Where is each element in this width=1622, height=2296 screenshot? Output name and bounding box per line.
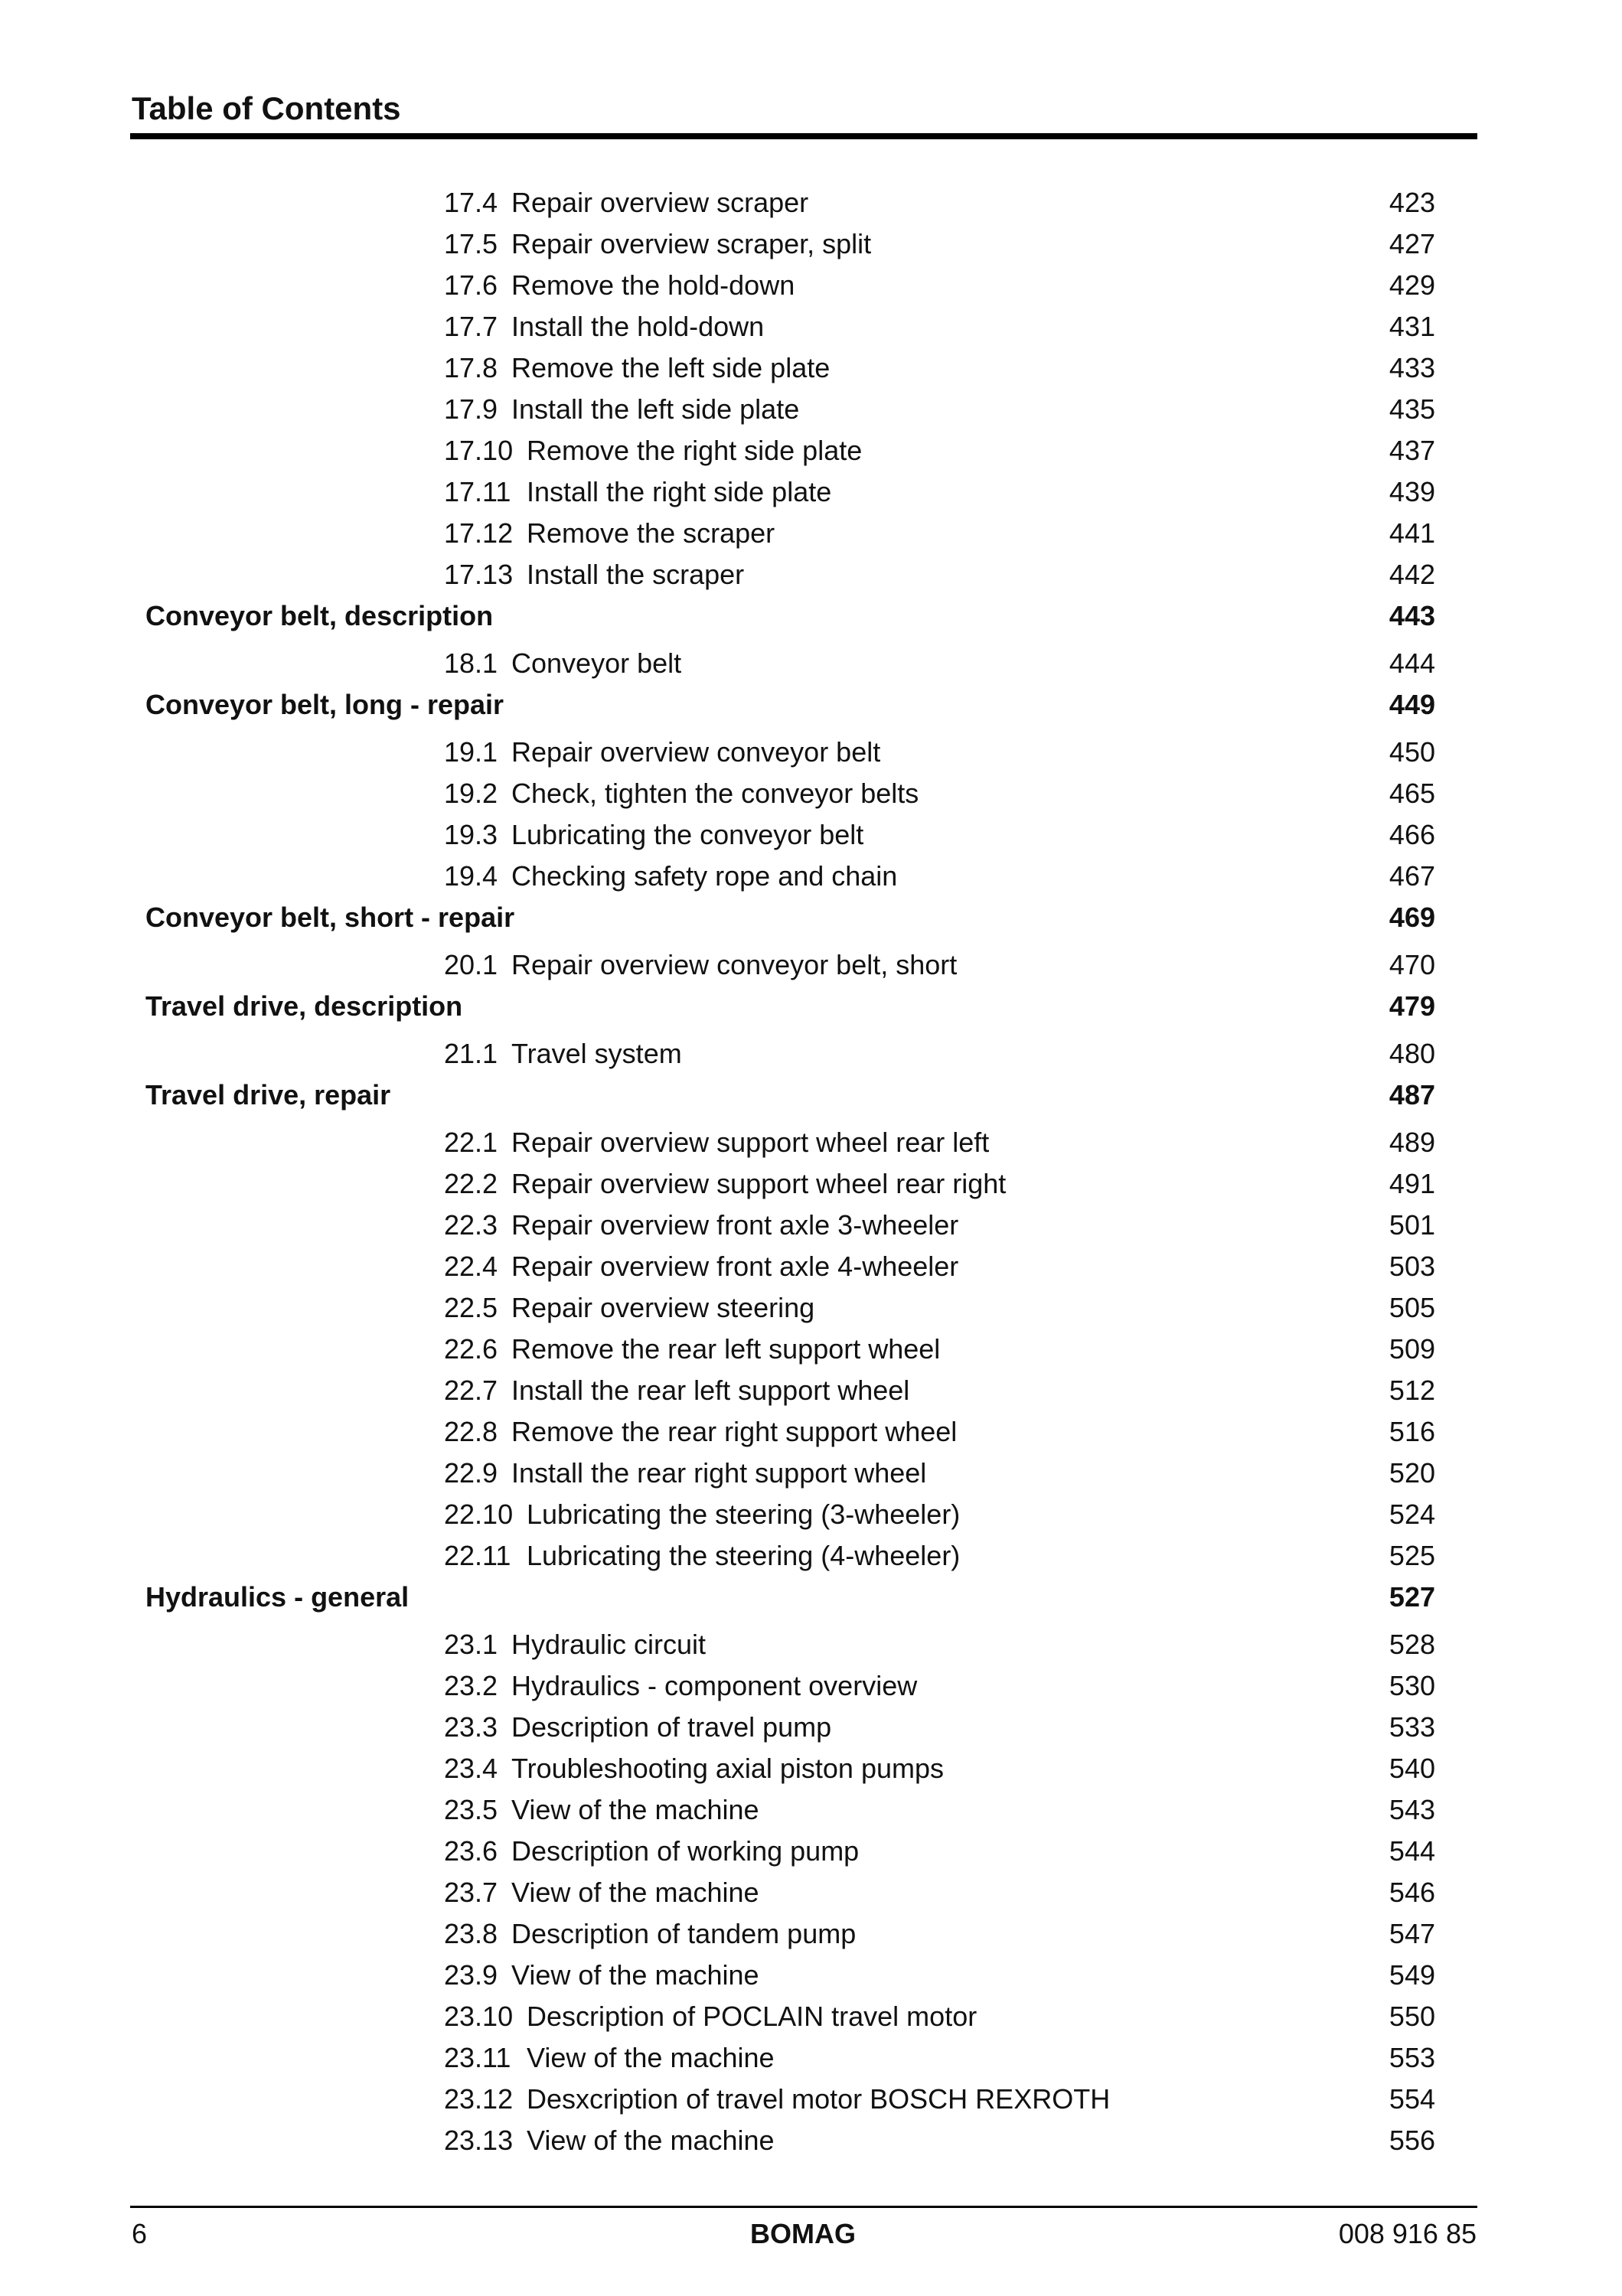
toc-section-title: Remove the hold-down xyxy=(511,269,795,301)
toc-section-row[interactable] xyxy=(0,554,1622,595)
toc-section-title: Description of tandem pump xyxy=(511,1918,857,1949)
toc-page-number: 449 xyxy=(1389,689,1435,720)
toc-page-number: 546 xyxy=(1389,1877,1435,1908)
toc-section-title: Install the scraper xyxy=(527,559,745,590)
toc-page-number: 544 xyxy=(1389,1835,1435,1867)
toc-section-title: View of the machine xyxy=(511,1794,759,1825)
toc-section-row[interactable] xyxy=(0,513,1622,554)
toc-page-number: 470 xyxy=(1389,949,1435,980)
table-of-contents xyxy=(0,182,1622,2161)
toc-chapter-title: Conveyor belt, short - repair xyxy=(145,902,515,933)
toc-section-title: Repair overview support wheel rear right xyxy=(511,1168,1007,1199)
toc-section-number: 21.1 xyxy=(444,1038,498,1069)
toc-section-number: 22.4 xyxy=(444,1251,498,1282)
toc-section-title: Remove the left side plate xyxy=(511,352,831,383)
toc-page-number: 465 xyxy=(1389,778,1435,809)
toc-section-number: 22.11 xyxy=(444,1540,511,1571)
toc-section-title: Repair overview scraper xyxy=(511,187,809,218)
toc-section-title: Repair overview front axle 3-wheeler xyxy=(511,1209,959,1241)
toc-section-row[interactable] xyxy=(0,1370,1622,1411)
toc-page-number: 427 xyxy=(1389,228,1435,259)
toc-page-number: 431 xyxy=(1389,311,1435,342)
toc-section-number: 22.8 xyxy=(444,1416,498,1447)
toc-section-title: Install the hold-down xyxy=(511,311,765,342)
toc-section-row[interactable] xyxy=(0,773,1622,814)
toc-chapter-title: Conveyor belt, long - repair xyxy=(145,689,504,720)
toc-section-row[interactable] xyxy=(0,732,1622,773)
footer-page-number: 6 xyxy=(132,2218,148,2249)
toc-section-number: 19.4 xyxy=(444,860,498,892)
toc-section-row[interactable] xyxy=(0,1707,1622,1748)
toc-section-row[interactable] xyxy=(0,389,1622,430)
toc-section-title: View of the machine xyxy=(527,2125,775,2156)
toc-section-row[interactable] xyxy=(0,814,1622,856)
toc-section-title: Description of POCLAIN travel motor xyxy=(527,2001,977,2032)
toc-section-number: 23.13 xyxy=(444,2125,514,2156)
toc-section-number: 23.2 xyxy=(444,1670,498,1701)
toc-section-row[interactable] xyxy=(0,1453,1622,1494)
toc-page-number: 543 xyxy=(1389,1794,1435,1825)
toc-section-title: Travel system xyxy=(511,1038,682,1069)
toc-section-number: 17.12 xyxy=(444,517,514,549)
toc-section-row[interactable] xyxy=(0,1872,1622,1913)
toc-chapter-title: Hydraulics - general xyxy=(145,1581,410,1613)
toc-page-number: 550 xyxy=(1389,2001,1435,2032)
toc-section-row[interactable] xyxy=(0,2120,1622,2161)
toc-chapter-row[interactable] xyxy=(0,1075,1622,1122)
toc-section-number: 17.8 xyxy=(444,352,498,383)
toc-page-number: 435 xyxy=(1389,393,1435,425)
toc-section-number: 23.7 xyxy=(444,1877,498,1908)
toc-section-row[interactable] xyxy=(0,1246,1622,1287)
toc-chapter-title: Travel drive, repair xyxy=(145,1079,391,1110)
toc-section-title: Install the left side plate xyxy=(511,393,800,425)
toc-chapter-row[interactable] xyxy=(0,595,1622,643)
toc-section-row[interactable] xyxy=(0,347,1622,389)
toc-section-row[interactable] xyxy=(0,1329,1622,1370)
toc-section-title: Repair overview front axle 4-wheeler xyxy=(511,1251,959,1282)
toc-page-number: 530 xyxy=(1389,1670,1435,1701)
toc-section-title: Repair overview conveyor belt xyxy=(511,736,881,768)
toc-page-number: 443 xyxy=(1389,600,1435,631)
toc-section-number: 19.3 xyxy=(444,819,498,850)
toc-section-number: 23.10 xyxy=(444,2001,514,2032)
toc-page-number: 479 xyxy=(1389,990,1435,1022)
toc-page-number: 491 xyxy=(1389,1168,1435,1199)
toc-section-title: Troubleshooting axial piston pumps xyxy=(511,1753,944,1784)
toc-chapter-row[interactable] xyxy=(0,684,1622,732)
toc-section-title: Lubricating the steering (4-wheeler) xyxy=(527,1540,961,1571)
toc-section-row[interactable] xyxy=(0,1789,1622,1831)
toc-page-number: 433 xyxy=(1389,352,1435,383)
toc-page-number: 466 xyxy=(1389,819,1435,850)
toc-section-row[interactable] xyxy=(0,1748,1622,1789)
toc-page-number: 487 xyxy=(1389,1079,1435,1110)
toc-page-number: 444 xyxy=(1389,647,1435,679)
toc-section-number: 22.10 xyxy=(444,1499,514,1530)
toc-page-number: 505 xyxy=(1389,1292,1435,1323)
toc-section-row[interactable] xyxy=(0,1494,1622,1535)
toc-section-row[interactable] xyxy=(0,1955,1622,1996)
toc-page-number: 469 xyxy=(1389,902,1435,933)
toc-chapter-row[interactable] xyxy=(0,1577,1622,1624)
toc-section-number: 17.6 xyxy=(444,269,498,301)
toc-page-number: 450 xyxy=(1389,736,1435,768)
toc-page-number: 533 xyxy=(1389,1711,1435,1743)
toc-section-title: Repair overview scraper, split xyxy=(511,228,872,259)
toc-section-row[interactable] xyxy=(0,1411,1622,1453)
toc-section-number: 19.2 xyxy=(444,778,498,809)
toc-section-title: Repair overview steering xyxy=(511,1292,815,1323)
toc-section-number: 23.12 xyxy=(444,2083,514,2115)
toc-section-title: Remove the right side plate xyxy=(527,435,863,466)
toc-section-title: View of the machine xyxy=(511,1959,759,1991)
toc-page-number: 528 xyxy=(1389,1629,1435,1660)
toc-section-number: 23.11 xyxy=(444,2042,511,2073)
toc-page-number: 512 xyxy=(1389,1375,1435,1406)
toc-section-row[interactable] xyxy=(0,643,1622,684)
toc-section-row[interactable] xyxy=(0,1665,1622,1707)
toc-page-number: 516 xyxy=(1389,1416,1435,1447)
toc-section-number: 18.1 xyxy=(444,647,498,679)
toc-page-number: 489 xyxy=(1389,1127,1435,1158)
toc-page-number: 429 xyxy=(1389,269,1435,301)
toc-section-title: Hydraulic circuit xyxy=(511,1629,707,1660)
toc-section-number: 23.6 xyxy=(444,1835,498,1867)
toc-section-title: Lubricating the steering (3-wheeler) xyxy=(527,1499,961,1530)
toc-section-number: 17.10 xyxy=(444,435,514,466)
toc-page-number: 423 xyxy=(1389,187,1435,218)
toc-section-number: 23.9 xyxy=(444,1959,498,1991)
toc-section-title: Description of travel pump xyxy=(511,1711,832,1743)
footer-brand: BOMAG xyxy=(750,2218,856,2249)
toc-section-number: 17.13 xyxy=(444,559,514,590)
toc-section-number: 20.1 xyxy=(444,949,498,980)
toc-page-number: 437 xyxy=(1389,435,1435,466)
toc-section-row[interactable] xyxy=(0,1535,1622,1577)
toc-section-title: Hydraulics - component overview xyxy=(511,1670,918,1701)
toc-section-row[interactable] xyxy=(0,1033,1622,1075)
toc-page-number: 509 xyxy=(1389,1333,1435,1365)
page-title: Table of Contents xyxy=(132,90,401,126)
toc-page-number: 441 xyxy=(1389,517,1435,549)
toc-section-title: Desxcription of travel motor BOSCH REXROTH xyxy=(527,2083,1111,2115)
toc-page-number: 524 xyxy=(1389,1499,1435,1530)
toc-section-number: 22.5 xyxy=(444,1292,498,1323)
toc-section-number: 17.7 xyxy=(444,311,498,342)
toc-section-row[interactable] xyxy=(0,1122,1622,1163)
toc-chapter-title: Travel drive, description xyxy=(145,990,463,1022)
toc-section-row[interactable] xyxy=(0,1996,1622,2037)
toc-section-row[interactable] xyxy=(0,182,1622,223)
toc-section-number: 22.1 xyxy=(444,1127,498,1158)
toc-section-title: Install the rear left support wheel xyxy=(511,1375,910,1406)
toc-page-number: 556 xyxy=(1389,2125,1435,2156)
toc-section-row[interactable] xyxy=(0,430,1622,471)
toc-section-title: Remove the rear left support wheel xyxy=(511,1333,941,1365)
toc-section-row[interactable] xyxy=(0,471,1622,513)
toc-page-number: 520 xyxy=(1389,1457,1435,1489)
toc-section-title: Lubricating the conveyor belt xyxy=(511,819,864,850)
toc-section-number: 22.2 xyxy=(444,1168,498,1199)
toc-section-title: View of the machine xyxy=(527,2042,775,2073)
toc-page-number: 503 xyxy=(1389,1251,1435,1282)
footer-divider xyxy=(130,2206,1477,2208)
toc-page-number: 554 xyxy=(1389,2083,1435,2115)
toc-section-row[interactable] xyxy=(0,2079,1622,2120)
toc-page-number: 540 xyxy=(1389,1753,1435,1784)
toc-section-number: 17.9 xyxy=(444,393,498,425)
toc-section-number: 22.9 xyxy=(444,1457,498,1489)
toc-section-number: 17.11 xyxy=(444,476,511,507)
toc-page-number: 525 xyxy=(1389,1540,1435,1571)
toc-chapter-row[interactable] xyxy=(0,897,1622,944)
toc-section-title: Install the right side plate xyxy=(527,476,832,507)
toc-section-row[interactable] xyxy=(0,1163,1622,1205)
toc-section-row[interactable] xyxy=(0,1913,1622,1955)
toc-section-row[interactable] xyxy=(0,265,1622,306)
toc-section-row[interactable] xyxy=(0,1287,1622,1329)
toc-page-number: 527 xyxy=(1389,1581,1435,1613)
toc-section-title: View of the machine xyxy=(511,1877,759,1908)
toc-section-row[interactable] xyxy=(0,223,1622,265)
toc-page-number: 549 xyxy=(1389,1959,1435,1991)
toc-section-row[interactable] xyxy=(0,944,1622,986)
toc-chapter-title: Conveyor belt, description xyxy=(145,600,494,631)
footer-document-number: 008 916 85 xyxy=(1338,2218,1477,2249)
toc-section-number: 23.5 xyxy=(444,1794,498,1825)
toc-section-number: 22.6 xyxy=(444,1333,498,1365)
toc-section-title: Repair overview conveyor belt, short xyxy=(511,949,958,980)
toc-section-title: Conveyor belt xyxy=(511,647,682,679)
toc-page-number: 442 xyxy=(1389,559,1435,590)
toc-section-row[interactable] xyxy=(0,1205,1622,1246)
toc-page-number: 547 xyxy=(1389,1918,1435,1949)
toc-section-title: Install the rear right support wheel xyxy=(511,1457,927,1489)
toc-page-number: 501 xyxy=(1389,1209,1435,1241)
toc-section-title: Remove the scraper xyxy=(527,517,775,549)
toc-section-row[interactable] xyxy=(0,1831,1622,1872)
toc-chapter-row[interactable] xyxy=(0,986,1622,1033)
toc-section-title: Description of working pump xyxy=(511,1835,860,1867)
toc-section-row[interactable] xyxy=(0,1624,1622,1665)
toc-section-number: 19.1 xyxy=(444,736,498,768)
toc-section-title: Remove the rear right support wheel xyxy=(511,1416,958,1447)
toc-section-row[interactable] xyxy=(0,306,1622,347)
toc-page-number: 480 xyxy=(1389,1038,1435,1069)
toc-section-number: 22.3 xyxy=(444,1209,498,1241)
toc-section-row[interactable] xyxy=(0,856,1622,897)
toc-section-number: 23.4 xyxy=(444,1753,498,1784)
toc-section-number: 23.8 xyxy=(444,1918,498,1949)
toc-section-number: 23.3 xyxy=(444,1711,498,1743)
toc-section-title: Repair overview support wheel rear left xyxy=(511,1127,990,1158)
toc-section-number: 23.1 xyxy=(444,1629,498,1660)
toc-section-number: 17.4 xyxy=(444,187,498,218)
toc-section-title: Checking safety rope and chain xyxy=(511,860,898,892)
toc-page-number: 553 xyxy=(1389,2042,1435,2073)
toc-section-number: 17.5 xyxy=(444,228,498,259)
toc-page-number: 439 xyxy=(1389,476,1435,507)
toc-section-title: Check, tighten the conveyor belts xyxy=(511,778,919,809)
header-divider xyxy=(130,133,1477,139)
toc-page-number: 467 xyxy=(1389,860,1435,892)
toc-section-row[interactable] xyxy=(0,2037,1622,2079)
toc-section-number: 22.7 xyxy=(444,1375,498,1406)
